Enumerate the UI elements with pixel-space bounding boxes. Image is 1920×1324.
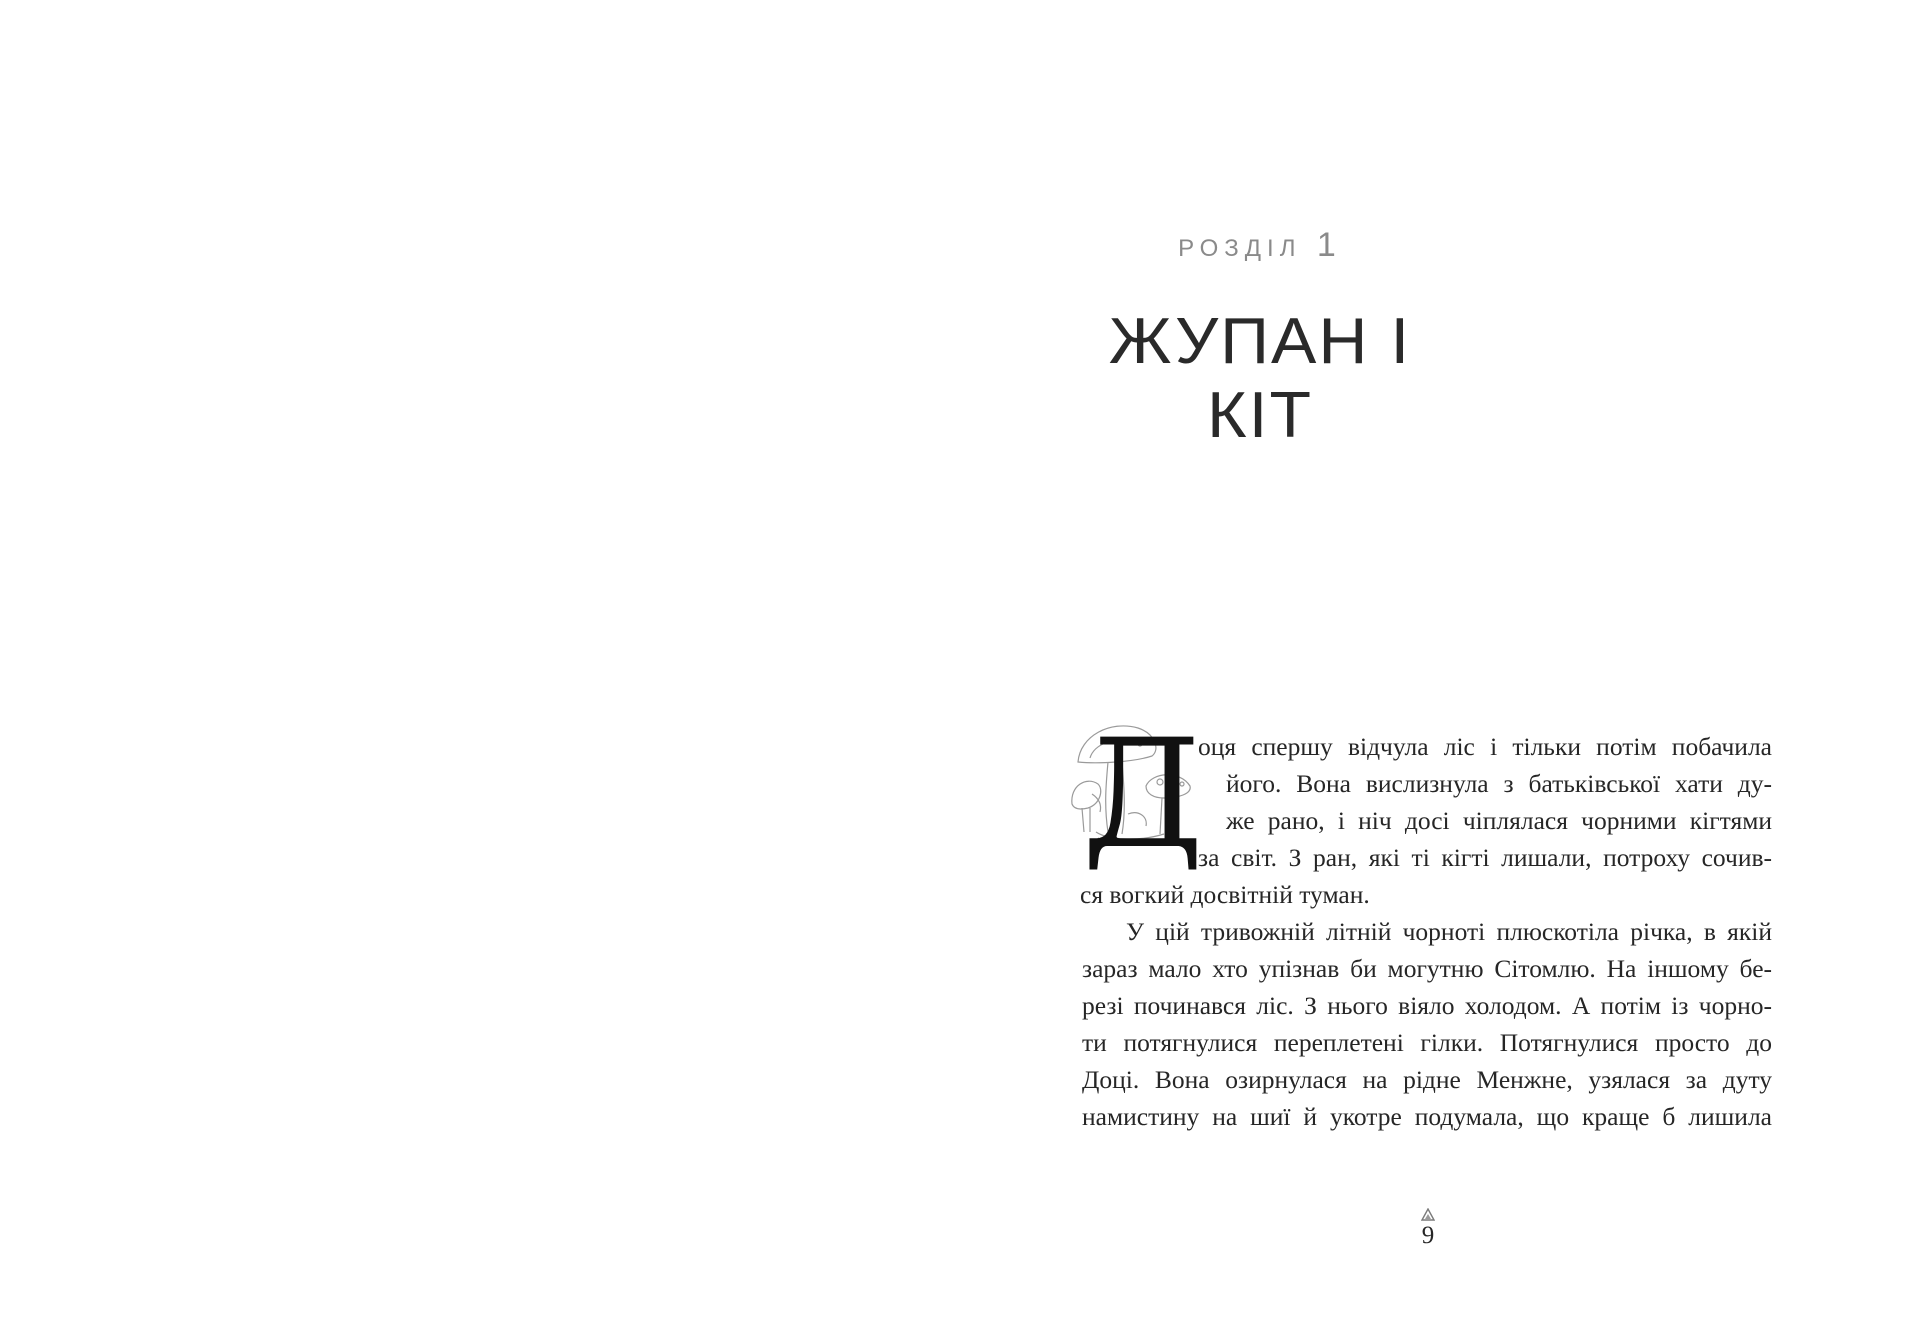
chapter-title-text: ЖУПАН І КІТ	[1108, 304, 1412, 452]
text-line: У цій тривожній літній чорноті плюскотіла річка, в якій	[1126, 917, 1772, 946]
text-line: за світ. З ран, які ті кігті лишали, потроху сочив-	[1198, 843, 1772, 872]
dropcap-letter: Д	[1082, 708, 1204, 882]
text-line: Доці. Вона озирнулася на рідне Менжне, узялася за дуту	[1082, 1065, 1772, 1094]
text-line: оця спершу відчула ліс і тільки потім побачила	[1198, 732, 1772, 761]
text-line: зараз мало хто упізнав би могутню Сітомлю. На іншому бе-	[1082, 954, 1772, 983]
text-line: ти потягнулися переплетені гілки. Потягнулися просто до	[1082, 1028, 1772, 1057]
text-line: намистину на шиї й укотре подумала, що краще б лишила	[1082, 1102, 1772, 1131]
triangle-ornament-icon	[1421, 1208, 1435, 1222]
text-line: резі починався ліс. З нього віяло холодом. А потім із чорно-	[1082, 991, 1772, 1020]
text-line: же рано, і ніч досі чіплялася чорними кігтями	[1226, 806, 1772, 835]
text-line: його. Вона вислизнула з батьківської хати ду-	[1226, 769, 1772, 798]
chapter-label: розділ 1	[1178, 226, 1342, 264]
page-number: 9	[1421, 1222, 1435, 1249]
chapter-title	[1060, 300, 1460, 456]
text-line: ся вогкий досвітній туман.	[1080, 880, 1370, 909]
dropcap	[1068, 708, 1204, 884]
